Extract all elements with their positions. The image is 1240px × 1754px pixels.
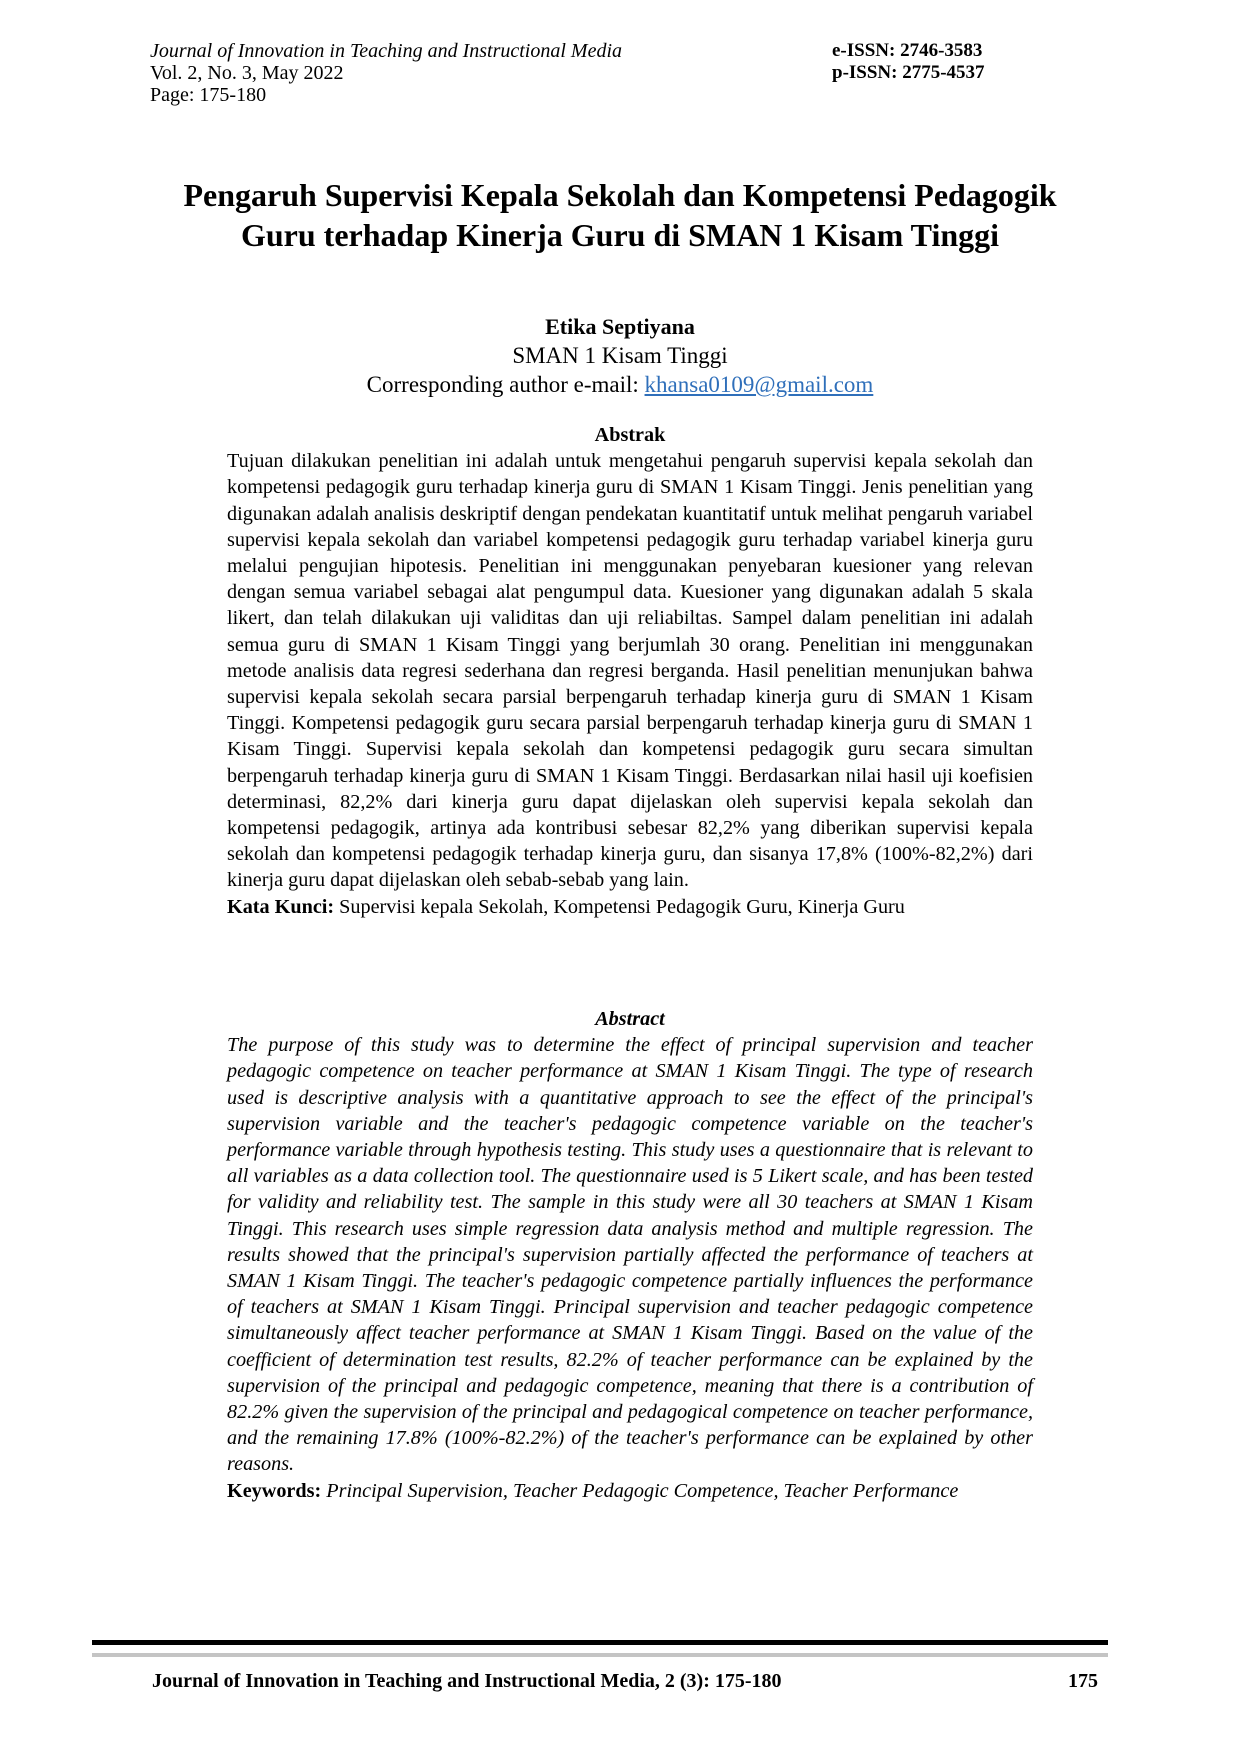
abstract-section	[227, 1006, 1033, 1504]
author-contact	[140, 370, 1100, 399]
keywords-values: Principal Supervision, Teacher Pedagogic Competence, Teacher Performance	[321, 1479, 959, 1502]
keywords-label: Keywords:	[227, 1479, 322, 1502]
kata-kunci	[227, 894, 1033, 920]
abstrak-body: Tujuan dilakukan penelitian ini adalah untuk mengetahui pengaruh supervisi kepala sekolah dan kompetensi pedagogik guru terhadap kinerja guru di SMAN 1 Kisam Tinggi. Jenis penelitian yang digunakan adalah analisis deskriptif dengan pendekatan kuantitatif untuk melihat pengaruh variabel supervisi kepala sekolah dan variabel kompetensi pedagogik guru terhadap variabel kinerja guru melalui pengujian hipotesis. Penelitian ini menggunakan penyebaran kuesioner yang relevan dengan semua variabel sebagai alat pengumpul data. Kuesioner yang digunakan adalah 5 skala likert, dan telah dilakukan uji validitas dan uji reliabiltas. Sampel dalam penelitian ini adalah semua guru di SMAN 1 Kisam Tinggi yang berjumlah 30 orang. Penelitian ini menggunakan metode analisis data regresi sederhana dan regresi berganda. Hasil penelitian menunjukan bahwa supervisi kepala sekolah secara parsial berpengaruh terhadap kinerja guru di SMAN 1 Kisam Tinggi. Kompetensi pedagogik guru secara parsial berpengaruh terhadap kinerja guru di SMAN 1 Kisam Tinggi. Supervisi kepala sekolah dan kompetensi pedagogik guru secara simultan berpengaruh terhadap kinerja guru di SMAN 1 Kisam Tinggi. Berdasarkan nilai hasil uji koefisien determinasi, 82,2% dari kinerja guru dapat dijelaskan oleh supervisi kepala sekolah dan kompetensi pedagogik, artinya ada kontribusi sebesar 82,2% yang diberikan supervisi kepala sekolah dan kompetensi pedagogik terhadap kinerja guru, dan sisanya 17,8% (100%-82,2%) dari kinerja guru dapat dijelaskan oleh sebab-sebab yang lain.	[227, 450, 1033, 892]
author-email-link[interactable]: khansa0109@gmail.com	[644, 372, 874, 397]
issn-block	[832, 40, 985, 84]
abstrak-section	[227, 422, 1033, 920]
footer-rule-thick	[92, 1640, 1108, 1645]
page-range: Page: 175-180	[150, 84, 267, 106]
abstract-body: The purpose of this study was to determine the effect of principal supervision and teacher pedagogic competence on teacher performance at SMAN 1 Kisam Tinggi. The type of research used is descriptive analysis with a quantitative approach to see the effect of the principal's supervision variable and the teacher's pedagogic competence variable on the teacher's performance variable through hypothesis testing. This study uses a questionnaire that is relevant to all variables as a data collection tool. The questionnaire used is 5 Likert scale, and has been tested for validity and reliability test. The sample in this study were all 30 teachers at SMAN 1 Kisam Tinggi. This research uses simple regression data analysis method and multiple regression. The results showed that the principal's supervision partially affected the performance of teachers at SMAN 1 Kisam Tinggi. The teacher's pedagogic competence partially influences the performance of teachers at SMAN 1 Kisam Tinggi. Principal supervision and teacher pedagogic competence simultaneously affect teacher performance at SMAN 1 Kisam Tinggi. Based on the value of the coefficient of determination test results, 82.2% of teacher performance can be explained by the supervision of the principal and pedagogic competence, meaning that there is a contribution of 82.2% given the supervision of the principal and pedagogical competence on teacher performance, and the remaining 17.8% (100%-82.2%) of the teacher's performance can be explained by other reasons.	[227, 1034, 1033, 1476]
e-issn: e-ISSN: 2746-3583	[832, 40, 983, 61]
page-number: 175	[1068, 1670, 1098, 1692]
kata-kunci-label: Kata Kunci:	[227, 895, 335, 918]
keywords	[227, 1478, 1033, 1504]
abstrak-heading: Abstrak	[594, 424, 666, 446]
author-name: Etika Septiyana	[545, 314, 695, 339]
running-header	[150, 40, 622, 106]
author-affiliation: SMAN 1 Kisam Tinggi	[512, 343, 728, 368]
paper-title	[140, 175, 1100, 255]
author-block	[140, 312, 1100, 399]
abstract-heading: Abstract	[595, 1008, 665, 1030]
email-label: Corresponding author e-mail:	[366, 372, 645, 397]
footer-rule-thin	[92, 1653, 1108, 1657]
journal-name: Journal of Innovation in Teaching and Instructional Media	[150, 40, 623, 62]
kata-kunci-values: Supervisi kepala Sekolah, Kompetensi Pedagogik Guru, Kinerja Guru	[334, 895, 905, 918]
title-line-2: Guru terhadap Kinerja Guru di SMAN 1 Kisam Tinggi	[240, 217, 1000, 253]
footer-citation: Journal of Innovation in Teaching and Instructional Media, 2 (3): 175-180	[152, 1670, 782, 1692]
title-line-1: Pengaruh Supervisi Kepala Sekolah dan Kompetensi Pedagogik	[183, 177, 1057, 213]
p-issn: p-ISSN: 2775-4537	[832, 62, 985, 83]
volume-issue: Vol. 2, No. 3, May 2022	[150, 62, 344, 84]
